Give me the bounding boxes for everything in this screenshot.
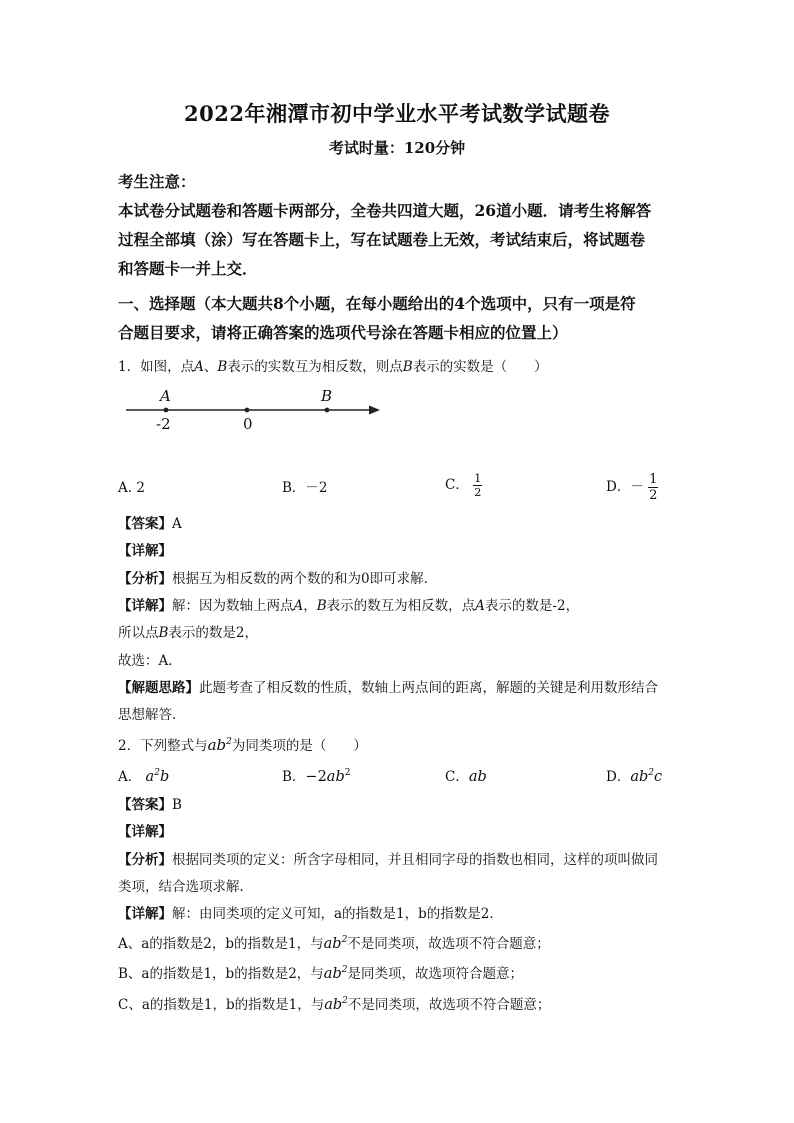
q2-analysis-text-1: 根据同类项的定义：所含字母相同，并且相同字母的指数也相同，这样的项叫做同	[172, 852, 658, 868]
q2-answer-tag: 【答案】	[118, 797, 172, 813]
q1-option-d-denominator: 2	[649, 488, 658, 503]
q1-detail-post: 表示的数互为相反数，点	[326, 598, 476, 614]
q1-answer	[118, 514, 688, 534]
q2-stem-expression: $ab^2$	[207, 736, 232, 754]
q1-detail-heading	[118, 541, 688, 561]
q1-detail-a: A	[293, 598, 304, 614]
q1-detail-line2-pre: 所以点	[118, 625, 159, 641]
q2-item-a-suffix: 不是同类项，故选项不符合题意；	[347, 936, 550, 952]
q1-point-a: A	[194, 359, 204, 375]
q2-item-a-prefix: A、a的指数是2，b的指数是1，与	[118, 936, 324, 952]
q2-option-a	[118, 767, 169, 787]
q1-analysis	[118, 569, 688, 589]
q2-stem-post: 为同类项的是（ ）	[231, 738, 367, 754]
q1-option-c-fraction	[473, 472, 482, 499]
q1-detail-line-1	[118, 596, 688, 616]
q1-option-a: A. 2	[118, 480, 145, 496]
q2-option-c-label: C．	[445, 769, 469, 785]
q2-stem	[118, 735, 688, 756]
q2-option-b	[282, 767, 350, 787]
q1-option-d	[606, 472, 658, 503]
point-origin-dot	[245, 408, 250, 413]
q1-detail-line2-post: 表示的数是2，	[168, 625, 259, 641]
q2-option-c-expression: ab	[468, 769, 487, 785]
q2-analysis-line-1	[118, 850, 688, 870]
q1-idea-text-1: 此题考查了相反数的性质，数轴上两点间的距离，解题的关键是利用数形结合	[199, 680, 658, 696]
number-line-arrow	[369, 406, 380, 415]
point-a-dot	[164, 408, 169, 413]
q1-stem	[118, 357, 688, 377]
q1-stem-post: 表示的实数是（ ）	[412, 359, 548, 375]
q2-stem-pre: 2．下列整式与	[118, 738, 208, 754]
q1-point-b: B	[217, 359, 228, 375]
q2-detail-heading	[118, 822, 688, 842]
q2-item-b	[118, 964, 688, 984]
q2-item-c-suffix: 不是同类项，故选项不符合题意；	[347, 997, 551, 1013]
point-b-dot	[325, 408, 330, 413]
q1-detail-comma: ，	[303, 598, 317, 614]
q2-option-b-expression: $-2ab^2$	[305, 768, 351, 785]
q2-detail-text: 解：由同类项的定义可知，a的指数是1，b的指数是2．	[172, 906, 503, 922]
q1-analysis-text: 根据互为相反数的两个数的和为0即可求解．	[172, 571, 438, 587]
q2-item-b-suffix: 是同类项，故选项符合题意；	[347, 966, 523, 982]
q1-detail-line2-b: B	[158, 625, 169, 641]
q1-option-d-numerator: 1	[649, 472, 658, 487]
notice-heading: 考生注意：	[118, 172, 196, 191]
q2-analysis-tag: 【分析】	[118, 852, 172, 868]
notice-line-1: 本试卷分试题卷和答题卡两部分，全卷共四道大题，26道小题．请考生将解答	[118, 201, 652, 220]
q1-stem-mid2: 表示的实数互为相反数，则点	[227, 359, 403, 375]
q2-option-b-label: B．	[282, 769, 306, 785]
q2-item-b-expression: $ab^2$	[323, 965, 348, 982]
q2-answer	[118, 795, 688, 815]
q2-detail-tag: 【详解】	[118, 824, 172, 840]
q2-option-a-label: A．	[118, 769, 142, 785]
q2-option-a-expression: $a^2b$	[145, 768, 170, 785]
q1-option-c	[445, 472, 482, 499]
q1-option-c-denominator: 2	[474, 485, 482, 499]
section-heading-line-1: 一、选择题（本大题共8个小题，在每小题给出的4个选项中，只有一项是符	[118, 294, 636, 313]
q1-option-b: B．－2	[282, 480, 328, 496]
q1-detail2-tag: 【详解】	[118, 598, 172, 614]
q1-detail-b: B	[316, 598, 327, 614]
q2-item-a-expression: $ab^2$	[323, 935, 348, 952]
q1-idea-line-2: 思想解答．	[118, 707, 186, 723]
page-title: 2022年湘潭市初中学业水平考试数学试题卷	[184, 101, 610, 126]
q2-analysis-line-2: 类项，结合选项求解．	[118, 879, 253, 895]
q1-detail-line-2	[118, 623, 688, 643]
q1-detail-a2: A	[475, 598, 485, 614]
q1-detail-post2: 表示的数是-2，	[484, 598, 580, 614]
q1-detail-tag: 【详解】	[118, 543, 172, 559]
q1-stem-mid1: 、	[203, 359, 218, 375]
q1-option-c-numerator: 1	[474, 471, 482, 485]
q1-answer-tag: 【答案】	[118, 516, 172, 532]
q1-detail-pre: 解：因为数轴上两点	[172, 598, 294, 614]
exam-time: 考试时量：120分钟	[328, 139, 466, 157]
q1-analysis-tag: 【分析】	[118, 571, 172, 587]
q2-option-c	[445, 767, 487, 787]
q1-option-d-fraction	[648, 472, 658, 503]
q1-stem-pre: 1．如图，点	[118, 359, 195, 375]
q2-item-a	[118, 934, 688, 954]
notice-line-3: 和答题卡一并上交．	[118, 259, 258, 278]
number-line-tick-0: 0	[243, 415, 253, 433]
q2-detail-line	[118, 904, 688, 924]
q2-answer-value: B	[172, 797, 182, 813]
q2-item-c-prefix: C、a的指数是1，b的指数是1，与	[118, 997, 325, 1013]
q2-option-d-label: D．	[606, 769, 631, 785]
section-heading-line-2: 合题目要求，请将正确答案的选项代号涂在答题卡相应的位置上）	[118, 323, 568, 342]
number-line-label-b: B	[321, 387, 333, 405]
q1-answer-value: A	[172, 516, 182, 532]
q2-item-c-expression: $ab^2$	[324, 996, 348, 1013]
notice-line-2: 过程全部填（涂）写在答题卡上，写在试题卷上无效，考试结束后，将试题卷	[118, 230, 646, 249]
q1-option-c-label: C．	[445, 477, 469, 493]
q1-point-b-2: B	[402, 359, 413, 375]
q1-option-d-label: D．－	[606, 479, 644, 495]
q2-option-d	[606, 767, 662, 787]
q2-item-c	[118, 995, 688, 1015]
number-line-label-a: A	[160, 387, 171, 405]
q1-idea-tag: 【解题思路】	[118, 680, 199, 696]
q2-detail2-tag: 【详解】	[118, 906, 172, 922]
q1-idea-line-1	[118, 678, 688, 698]
q2-option-d-expression: $ab^2c$	[630, 768, 663, 785]
number-line-figure	[118, 385, 398, 435]
q2-item-b-prefix: B、a的指数是1，b的指数是2，与	[118, 966, 324, 982]
q1-choose: 故选：A．	[118, 653, 182, 669]
number-line-tick-neg2: -2	[156, 415, 171, 433]
